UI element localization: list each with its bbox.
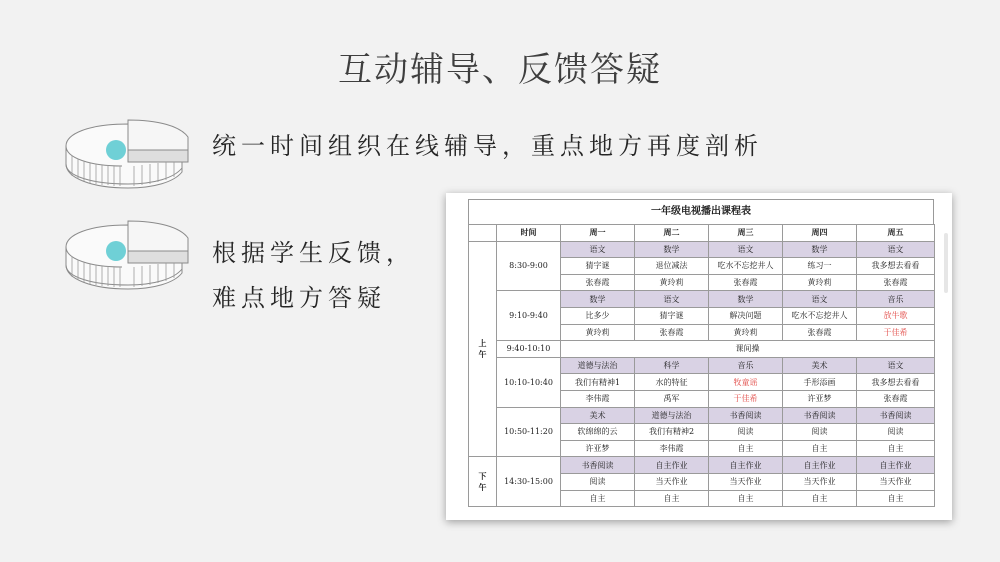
teacher-cell: 李伟霞: [635, 440, 709, 457]
topic-cell: 吃水不忘挖井人: [783, 307, 857, 324]
break-row: [469, 341, 935, 358]
subject-cell: 自主作业: [635, 457, 709, 474]
teacher-cell: 自主: [783, 440, 857, 457]
teacher-cell: 张春霞: [635, 324, 709, 341]
topic-cell: 手形添画: [783, 374, 857, 391]
topic-cell: 放牛歌: [857, 307, 935, 324]
teacher-cell: 自主: [709, 440, 783, 457]
time-cell: 10:50-11:20: [497, 407, 561, 457]
time-cell: 9:10-9:40: [497, 291, 561, 341]
teacher-cell: 自主: [561, 490, 635, 507]
teacher-cell: 黄玲莉: [709, 324, 783, 341]
teacher-cell: 自主: [635, 490, 709, 507]
topic-cell: 当天作业: [709, 473, 783, 490]
bullet-text-1: 统一时间组织在线辅导，重点地方再度剖析: [212, 132, 763, 160]
subject-cell: 自主作业: [783, 457, 857, 474]
bullet-text-2-line-2: 难点地方答疑: [212, 284, 386, 312]
topic-cell: 退位减法: [635, 258, 709, 275]
column-header: 周一: [561, 225, 635, 242]
subject-cell: 书香阅读: [561, 457, 635, 474]
teacher-cell: 张春霞: [561, 274, 635, 291]
teacher-cell: 自主: [857, 490, 935, 507]
column-header: 时间: [497, 225, 561, 242]
table-row: [469, 407, 935, 424]
segment-afternoon: 下 午: [469, 457, 497, 507]
table-header-row: [469, 225, 935, 242]
teacher-cell: 张春霞: [783, 324, 857, 341]
subject-cell: 美术: [783, 357, 857, 374]
subject-cell: 道德与法治: [561, 357, 635, 374]
subject-cell: 自主作业: [857, 457, 935, 474]
topic-cell: 吃水不忘挖井人: [709, 258, 783, 275]
table-row: [469, 357, 935, 374]
teacher-cell: 黄玲莉: [561, 324, 635, 341]
subject-cell: 书香阅读: [857, 407, 935, 424]
topic-cell: 练习一: [783, 258, 857, 275]
segment-morning: 上 午: [469, 241, 497, 457]
subject-cell: 语文: [857, 357, 935, 374]
schedule-image: [446, 193, 952, 520]
teacher-cell: 自主: [857, 440, 935, 457]
slide-title: 互动辅导、反馈答疑: [338, 50, 662, 90]
break-time: 9:40-10:10: [497, 341, 561, 358]
table-row: [469, 291, 935, 308]
teacher-cell: 黄玲莉: [635, 274, 709, 291]
subject-cell: 音乐: [709, 357, 783, 374]
topic-cell: 我们有精神1: [561, 374, 635, 391]
subject-cell: 自主作业: [709, 457, 783, 474]
topic-cell: 阅读: [561, 473, 635, 490]
subject-cell: 音乐: [857, 291, 935, 308]
topic-cell: 我多想去看看: [857, 258, 935, 275]
header-blank: [469, 225, 497, 242]
subject-cell: 语文: [783, 291, 857, 308]
subject-cell: 数学: [783, 241, 857, 258]
bullet-text-2-line-1: 根据学生反馈，: [212, 239, 415, 267]
subject-cell: 数学: [561, 291, 635, 308]
subject-cell: 科学: [635, 357, 709, 374]
subject-cell: 语文: [709, 241, 783, 258]
topic-cell: 阅读: [783, 424, 857, 441]
teacher-cell: 于佳希: [709, 390, 783, 407]
teacher-cell: 张春霞: [709, 274, 783, 291]
column-header: 周三: [709, 225, 783, 242]
subject-cell: 数学: [709, 291, 783, 308]
column-header: 周五: [857, 225, 935, 242]
subject-cell: 语文: [635, 291, 709, 308]
topic-cell: 猜字谜: [561, 258, 635, 275]
teacher-cell: 自主: [709, 490, 783, 507]
topic-cell: 阅读: [857, 424, 935, 441]
subject-cell: 书香阅读: [783, 407, 857, 424]
pie-chart-icon: [62, 112, 192, 192]
teacher-cell: 黄玲莉: [783, 274, 857, 291]
teacher-cell: 李伟霞: [561, 390, 635, 407]
topic-cell: 当天作业: [635, 473, 709, 490]
time-cell: 14:30-15:00: [497, 457, 561, 507]
schedule-table: [468, 224, 935, 507]
topic-cell: 软绵绵的云: [561, 424, 635, 441]
topic-cell: 水的特征: [635, 374, 709, 391]
time-cell: 10:10-10:40: [497, 357, 561, 407]
topic-cell: 猜字谜: [635, 307, 709, 324]
subject-cell: 道德与法治: [635, 407, 709, 424]
column-header: 周二: [635, 225, 709, 242]
pie-chart-icon: [62, 213, 192, 293]
topic-cell: 当天作业: [857, 473, 935, 490]
column-header: 周四: [783, 225, 857, 242]
topic-cell: 牧童谣: [709, 374, 783, 391]
topic-cell: 我多想去看看: [857, 374, 935, 391]
teacher-cell: 许亚梦: [561, 440, 635, 457]
time-cell: 8:30-9:00: [497, 241, 561, 291]
topic-cell: 阅读: [709, 424, 783, 441]
scrollbar[interactable]: [943, 193, 949, 520]
topic-cell: 解决问题: [709, 307, 783, 324]
teacher-cell: 张春霞: [857, 274, 935, 291]
teacher-cell: 自主: [783, 490, 857, 507]
subject-cell: 语文: [561, 241, 635, 258]
subject-cell: 数学: [635, 241, 709, 258]
table-row: [469, 241, 935, 258]
teacher-cell: 禹军: [635, 390, 709, 407]
table-row: [469, 457, 935, 474]
subject-cell: 美术: [561, 407, 635, 424]
subject-cell: 语文: [857, 241, 935, 258]
topic-cell: 比多少: [561, 307, 635, 324]
teacher-cell: 张春霞: [857, 390, 935, 407]
topic-cell: 我们有精神2: [635, 424, 709, 441]
break-label: 课间操: [561, 341, 935, 358]
teacher-cell: 许亚梦: [783, 390, 857, 407]
topic-cell: 当天作业: [783, 473, 857, 490]
subject-cell: 书香阅读: [709, 407, 783, 424]
teacher-cell: 于佳希: [857, 324, 935, 341]
schedule-title: 一年级电视播出课程表: [468, 199, 934, 224]
